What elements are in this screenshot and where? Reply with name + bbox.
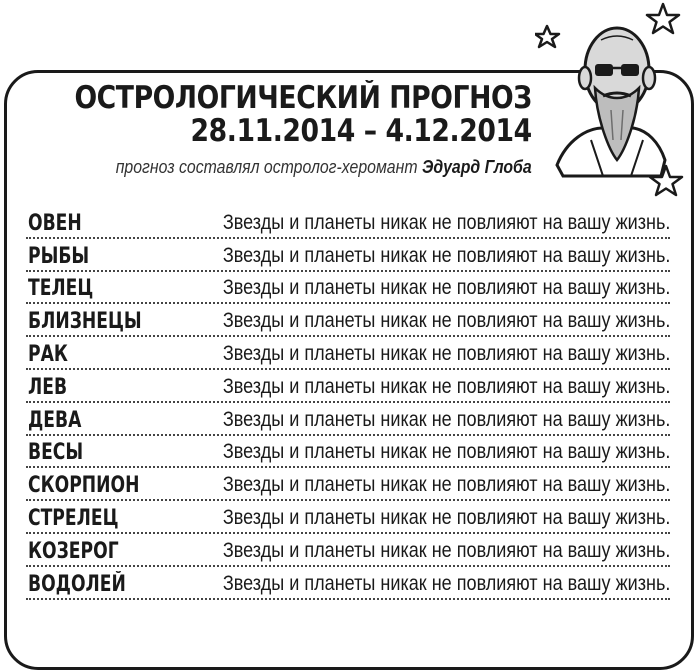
forecast-text: Звезды и планеты никак не повлияют на вашу жизнь. (222, 440, 670, 464)
forecast-row (26, 567, 670, 600)
zodiac-sign-label: ВЕСЫ (28, 440, 84, 466)
title-date-range: 28.11.2014 – 4.12.2014 (190, 113, 532, 149)
star-icon (647, 4, 679, 33)
forecast-row (26, 206, 670, 239)
forecast-text: Звезды и планеты никак не повлияют на вашу жизнь. (222, 571, 670, 595)
zodiac-sign-label: СКОРПИОН (28, 473, 140, 499)
zodiac-sign-label: СТРЕЛЕЦ (28, 505, 119, 531)
forecast-text: Звезды и планеты никак не повлияют на вашу жизнь. (222, 210, 670, 234)
byline (116, 157, 532, 178)
forecast-text: Звезды и планеты никак не повлияют на вашу жизнь. (222, 374, 670, 398)
forecast-text: Звезды и планеты никак не повлияют на вашу жизнь. (222, 407, 670, 431)
forecast-row (26, 272, 670, 305)
forecast-row (26, 403, 670, 436)
star-icon (535, 26, 559, 47)
forecast-row (26, 468, 670, 501)
forecast-row (26, 370, 670, 403)
forecast-text: Звезды и планеты никак не повлияют на вашу жизнь. (222, 243, 670, 267)
byline-prefix: прогноз составлял остролог-херомант (116, 157, 418, 177)
forecast-row (26, 337, 670, 370)
forecast-text: Звезды и планеты никак не повлияют на вашу жизнь. (222, 505, 670, 529)
forecast-text: Звезды и планеты никак не повлияют на вашу жизнь. (222, 341, 670, 365)
zodiac-sign-label: ДЕВА (28, 407, 82, 433)
forecast-text: Звезды и планеты никак не повлияют на вашу жизнь. (222, 309, 670, 333)
zodiac-sign-label: ОВЕН (28, 210, 82, 236)
zodiac-sign-label: РАК (28, 341, 68, 367)
forecast-text: Звезды и планеты никак не повлияют на вашу жизнь. (222, 538, 670, 562)
zodiac-sign-label: ТЕЛЕЦ (28, 276, 94, 302)
forecast-text: Звезды и планеты никак не повлияют на вашу жизнь. (222, 473, 670, 497)
zodiac-sign-label: КОЗЕРОГ (28, 538, 119, 564)
forecast-row (26, 436, 670, 469)
forecast-row (26, 239, 670, 272)
forecast-row (26, 534, 670, 567)
byline-author: Эдуард Глоба (422, 157, 532, 177)
zodiac-sign-label: ВОДОЛЕЙ (28, 571, 126, 597)
zodiac-sign-label: ЛЕВ (28, 374, 68, 400)
forecast-table (26, 206, 670, 600)
forecast-text: Звезды и планеты никак не повлияют на вашу жизнь. (222, 276, 670, 300)
forecast-row (26, 304, 670, 337)
title-heading: ОСТРОЛОГИЧЕСКИЙ ПРОГНОЗ (74, 80, 532, 116)
astrologer-illustration (535, 0, 700, 210)
zodiac-sign-label: РЫБЫ (28, 243, 90, 269)
page-title (75, 82, 532, 148)
forecast-row (26, 501, 670, 534)
zodiac-sign-label: БЛИЗНЕЦЫ (28, 309, 142, 335)
